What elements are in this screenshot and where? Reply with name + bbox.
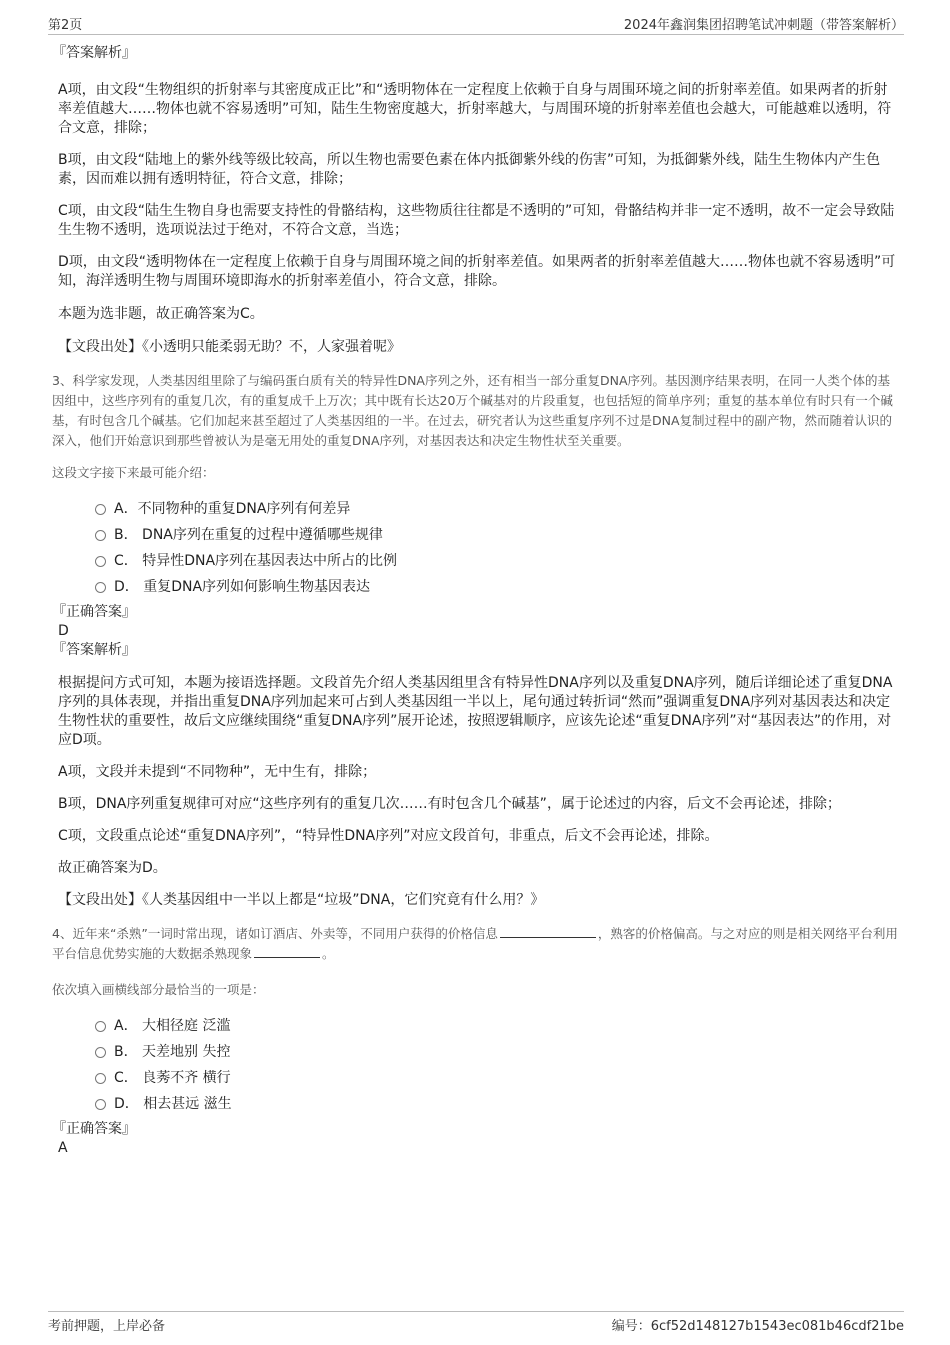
radio-icon[interactable] bbox=[95, 1021, 106, 1032]
options-list bbox=[52, 1016, 900, 1120]
correct-answer-label: 『正确答案』 bbox=[52, 1121, 136, 1137]
question-stem: 3、科学家发现，人类基因组里除了与编码蛋白质有关的特异性DNA序列之外，还有相当一部分重复DNA序列。基因测序结果表明，在同一人类个体的基因组中，这些序列有的重复几次，有的重复成千上万次；其中既有长达20万个碱基对的片段重复，也包括短的简单序列；重复的基本单位有时只有一个碱基，有时包含几个碱基。它们加起来甚至超过了人类基因组的一半。在过去，研究者认为这些重复序列不过是DNA复制过程中的副产物，然而随着认识的深入，他们开始意识到那些曾被认为是毫无用处的重复DNA序列，对基因表达和决定生物性状至关重要。 bbox=[52, 373, 893, 448]
source-citation: 【文段出处】《小透明只能柔弱无助？不，人家强着呢》 bbox=[58, 339, 401, 355]
radio-icon[interactable] bbox=[95, 504, 106, 515]
option-c[interactable]: C． 良莠不齐 横行 bbox=[52, 1068, 900, 1094]
blank-line bbox=[254, 945, 320, 958]
analysis-conclusion: 本题为选非题，故正确答案为C。 bbox=[58, 306, 264, 322]
correct-answer: D bbox=[58, 623, 69, 639]
page-footer bbox=[48, 1311, 904, 1340]
question-prompt: 依次填入画横线部分最恰当的一项是： bbox=[52, 982, 265, 997]
radio-icon[interactable] bbox=[95, 1099, 106, 1110]
radio-icon[interactable] bbox=[95, 530, 106, 541]
options-list bbox=[52, 499, 900, 603]
analysis-paragraph: C项，由文段“陆生生物自身也需要支持性的骨骼结构，这些物质往往都是不透明的”可知，骨骼结构并非一定不透明，故不一定会导致陆生生物不透明，选项说法过于绝对，不符合文意，当选； bbox=[58, 203, 895, 238]
page-header bbox=[48, 14, 904, 35]
option-a[interactable]: A． 大相径庭 泛滥 bbox=[52, 1016, 900, 1042]
option-c[interactable]: C． 特异性DNA序列在基因表达中所占的比例 bbox=[52, 551, 900, 577]
option-b[interactable]: B． 天差地别 失控 bbox=[52, 1042, 900, 1068]
question-prompt: 这段文字接下来最可能介绍： bbox=[52, 465, 215, 480]
question-stem: 4、近年来“杀熟”一词时常出现，诸如订酒店、外卖等，不同用户获得的价格信息 ，熟客的价格偏高。与之对应的则是相关网络平台利用平台信息优势实施的大数据杀熟现象 。 bbox=[52, 926, 898, 961]
analysis-paragraph: D项，由文段“透明物体在一定程度上依赖于自身与周围环境之间的折射率差值。如果两者的折射率差值越大……物体也就不容易透明”可知，海洋透明生物与周围环境即海水的折射率差值小，符合文意，排除。 bbox=[58, 254, 896, 289]
analysis-paragraph: B项，DNA序列重复规律可对应“这些序列有的重复几次……有时包含几个碱基”，属于论述过的内容，后文不会再论述，排除； bbox=[58, 796, 841, 812]
radio-icon[interactable] bbox=[95, 556, 106, 567]
radio-icon[interactable] bbox=[95, 582, 106, 593]
analysis-label: 『答案解析』 bbox=[52, 45, 136, 61]
option-d[interactable]: D． 重复DNA序列如何影响生物基因表达 bbox=[52, 577, 900, 603]
analysis-paragraph: A项，由文段“生物组织的折射率与其密度成正比”和“透明物体在一定程度上依赖于自身与周围环境之间的折射率差值。如果两者的折射率差值越大……物体也就不容易透明”可知，陆生生物密度越大，折射率越大，与周围环境的折射率差值也会越大，可能越难以透明，符合文意，排除； bbox=[58, 82, 892, 136]
correct-answer: A bbox=[58, 1140, 68, 1156]
option-a[interactable]: A．不同物种的重复DNA序列有何差异 bbox=[52, 499, 900, 525]
analysis-paragraph: B项，由文段“陆地上的紫外线等级比较高，所以生物也需要色素在体内抵御紫外线的伤害”可知，为抵御紫外线，陆生生物体内产生色素，因而难以拥有透明特征，符合文意，排除； bbox=[58, 152, 881, 187]
option-d[interactable]: D． 相去甚远 滋生 bbox=[52, 1094, 900, 1120]
analysis-conclusion: 故正确答案为D。 bbox=[58, 860, 167, 876]
correct-answer-label: 『正确答案』 bbox=[52, 604, 136, 620]
page-number: 第2页 bbox=[48, 18, 83, 33]
page-content bbox=[52, 44, 900, 1158]
source-citation: 【文段出处】《人类基因组中一半以上都是“垃圾”DNA，它们究竟有什么用？》 bbox=[58, 892, 545, 908]
analysis-paragraph: A项，文段并未提到“不同物种”，无中生有，排除； bbox=[58, 764, 377, 780]
analysis-paragraph: 根据提问方式可知，本题为接语选择题。文段首先介绍人类基因组里含有特异性DNA序列以及重复DNA序列，随后详细论述了重复DNA序列的具体表现，并指出重复DNA序列加起来可占到人类基因组一半以上，尾句通过转折词“然而”强调重复DNA序列对基因表达和决定生物性状的重要性，故后文应继续围绕“重复DNA序列”展开论述，按照逻辑顺序，应该先论述“重复DNA序列”对“基因表达”的作用，对应D项。 bbox=[58, 675, 893, 748]
radio-icon[interactable] bbox=[95, 1047, 106, 1058]
footer-slogan: 考前押题，上岸必备 bbox=[48, 1319, 166, 1334]
option-b[interactable]: B． DNA序列在重复的过程中遵循哪些规律 bbox=[52, 525, 900, 551]
blank-line bbox=[500, 925, 596, 938]
document-title: 2024年鑫润集团招聘笔试冲刺题（带答案解析） bbox=[623, 18, 904, 33]
analysis-paragraph: C项，文段重点论述“重复DNA序列”，“特异性DNA序列”对应文段首句，非重点，后文不会再论述，排除。 bbox=[58, 828, 719, 844]
document-id: 编号：6cf52d148127b1543ec081b46cdf21be bbox=[611, 1319, 904, 1334]
radio-icon[interactable] bbox=[95, 1073, 106, 1084]
analysis-label: 『答案解析』 bbox=[52, 642, 136, 658]
